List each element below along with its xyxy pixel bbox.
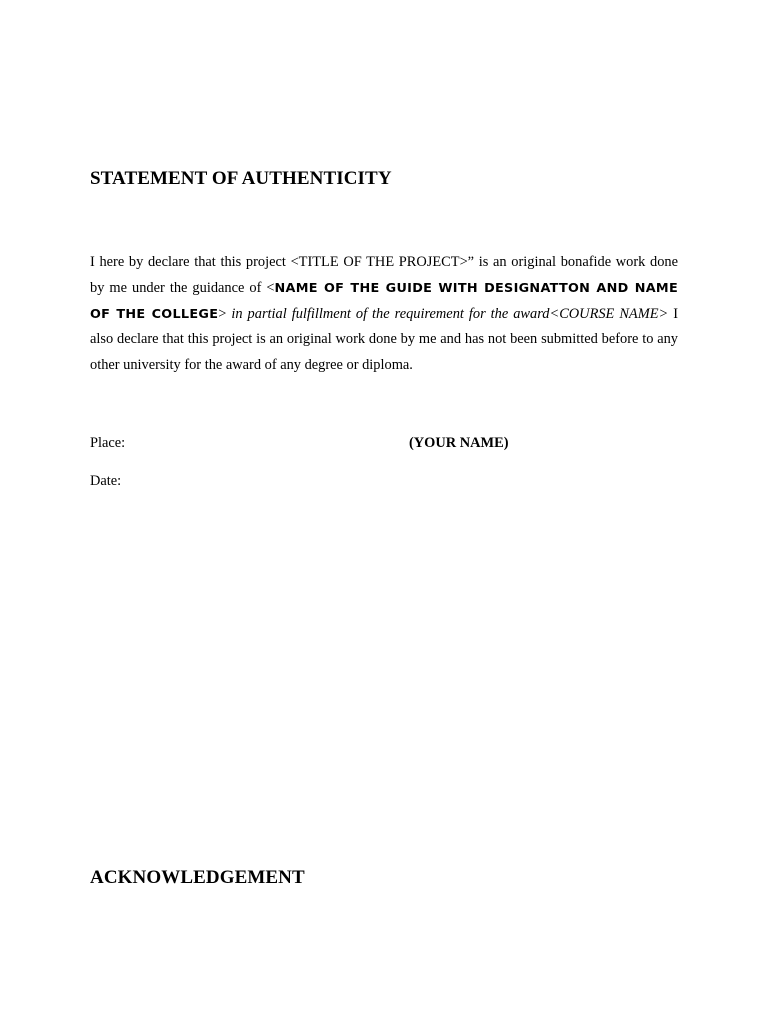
acknowledgement-heading: ACKNOWLEDGEMENT [90, 867, 305, 888]
declaration-text-part-5: I also declare that this project is an original work done by me and has not been submitted before to any other university for the award of any degree or diploma. [90, 305, 678, 374]
signature-name-placeholder: (YOUR NAME) [409, 435, 509, 451]
place-label: Place: [90, 435, 126, 451]
course-requirement-text: in partial fulfillment of the requirement for the award<COURSE NAME> [231, 305, 669, 322]
guide-and-college-placeholder: NAME OF THE GUIDE WITH DESIGNATTON AND NAME OF THE COLLEGE [90, 280, 678, 322]
declaration-paragraph [90, 250, 678, 379]
declaration-text-part-3: > [218, 305, 232, 322]
declaration-text-part-1: I here by declare that this project <TITLE OF THE PROJECT>” is an original bonafide work done by me under the guidance of < [90, 254, 678, 296]
statement-of-authenticity-heading: STATEMENT OF AUTHENTICITY [90, 168, 392, 189]
date-label: Date: [90, 473, 122, 489]
